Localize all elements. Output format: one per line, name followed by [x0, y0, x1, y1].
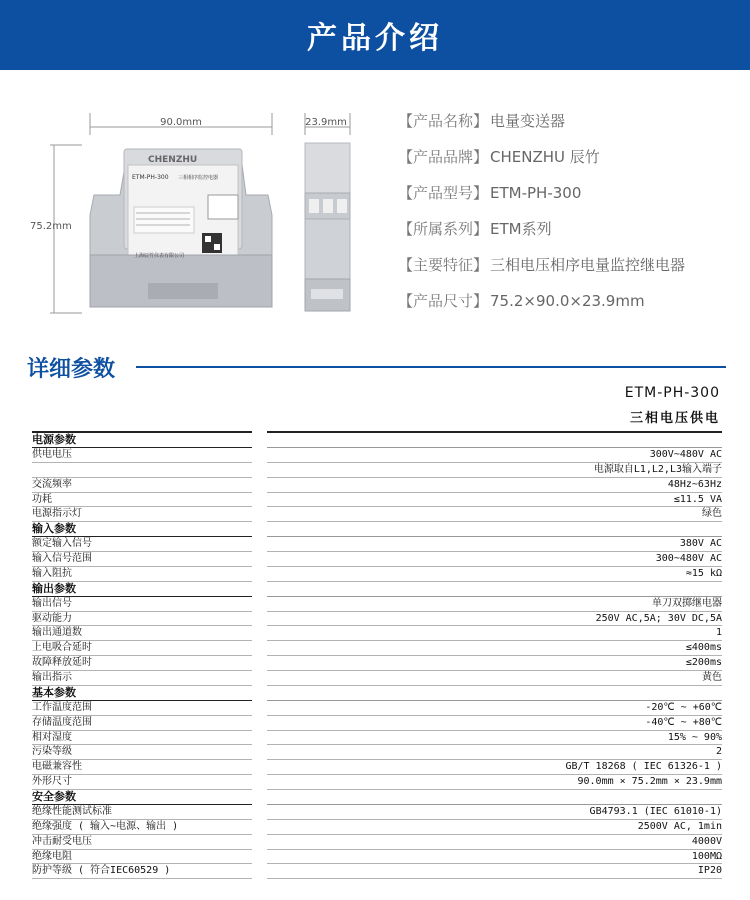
dimension-width: 90.0mm	[160, 117, 202, 128]
device-model-label: ETM-PH-300	[132, 174, 169, 181]
spec-label: 电磁兼容性	[32, 761, 82, 773]
spec-label: 输入阻抗	[32, 567, 72, 579]
spec-value: 48Hz~63Hz	[667, 478, 722, 490]
spec-value: ≤200ms	[685, 657, 722, 669]
spec-label: 输入信号范围	[32, 553, 92, 564]
product-info-list	[398, 110, 738, 326]
product-dimension-drawing	[20, 105, 365, 335]
spec-label: 电源指示灯	[32, 508, 82, 520]
spec-value: 电源取自L1,L2,L3输入端子	[593, 463, 722, 475]
spec-row	[32, 656, 722, 671]
spec-value: 黄色	[702, 672, 722, 683]
spec-row	[32, 745, 722, 760]
info-key: 【产品尺寸】	[398, 292, 489, 310]
spec-label: 污染等级	[32, 746, 72, 758]
page-header	[0, 0, 750, 70]
spec-row	[32, 493, 722, 508]
model-name: ETM-PH-300	[624, 385, 720, 401]
spec-value: GB/T 18268 ( IEC 61326-1 )	[565, 761, 722, 773]
spec-row	[32, 507, 722, 522]
info-key: 【主要特征】	[398, 256, 489, 274]
spec-value: ≈15 kΩ	[685, 567, 722, 579]
spec-value: 单刀双掷继电器	[652, 597, 722, 609]
spec-row	[32, 864, 722, 879]
info-row	[398, 290, 738, 326]
spec-row	[32, 805, 722, 820]
spec-table	[32, 433, 722, 879]
info-value: CHENZHU 辰竹	[490, 148, 600, 166]
spec-row	[32, 775, 722, 790]
spec-label: 存储温度范围	[32, 716, 92, 728]
device-side-view	[305, 143, 350, 311]
spec-value: IP20	[697, 865, 722, 877]
info-key: 【所属系列】	[398, 220, 489, 238]
spec-value: 1	[715, 627, 722, 639]
info-value: 75.2×90.0×23.9mm	[490, 292, 645, 310]
spec-label: 故障释放延时	[32, 657, 92, 669]
model-description: 三相电压供电	[629, 411, 720, 426]
spec-label: 外形尺寸	[32, 776, 72, 788]
row-rule-left	[32, 878, 252, 879]
spec-row	[32, 716, 722, 731]
spec-row	[32, 478, 722, 493]
dimension-height: 75.2mm	[30, 221, 72, 232]
spec-category-row	[32, 582, 722, 597]
spec-label: 冲击耐受电压	[32, 835, 92, 847]
info-value: ETM系列	[490, 220, 552, 238]
spec-label: 输出指示	[32, 672, 72, 683]
spec-value: 100MΩ	[691, 850, 722, 862]
spec-value: 380V AC	[679, 538, 722, 550]
dimension-depth: 23.9mm	[305, 117, 347, 128]
page-title: 产品介绍	[307, 21, 443, 56]
spec-row	[32, 463, 722, 478]
spec-value: GB4793.1 (IEC 61010-1)	[589, 805, 722, 817]
spec-row	[32, 760, 722, 775]
info-key: 【产品型号】	[398, 184, 489, 202]
spec-row	[32, 567, 722, 582]
info-value: ETM-PH-300	[490, 184, 582, 202]
section-title-details: 详细参数	[27, 357, 116, 382]
spec-row	[32, 641, 722, 656]
spec-category-row	[32, 522, 722, 537]
spec-value: 90.0mm × 75.2mm × 23.9mm	[577, 776, 722, 788]
spec-value: -20℃ ~ +60℃	[645, 701, 722, 713]
device-company: 上海辰竹仪表有限公司	[134, 253, 185, 259]
spec-value: 2	[715, 746, 722, 758]
spec-label: 输出信号	[32, 597, 72, 609]
spec-row	[32, 835, 722, 850]
spec-row	[32, 597, 722, 612]
device-logo: CHENZHU	[148, 155, 198, 165]
info-row	[398, 218, 738, 254]
spec-row	[32, 701, 722, 716]
info-row	[398, 110, 738, 146]
spec-category-label: 电源参数	[32, 433, 76, 446]
device-front-view	[90, 149, 272, 307]
spec-value: ≤400ms	[685, 642, 722, 654]
spec-category-label: 基本参数	[32, 685, 76, 699]
spec-label: 交流频率	[32, 478, 72, 490]
spec-value: 2500V AC, 1min	[637, 820, 722, 832]
spec-label: 工作温度范围	[32, 701, 92, 713]
spec-row	[32, 820, 722, 835]
spec-value: 300~480V AC	[655, 553, 722, 564]
info-row	[398, 146, 738, 182]
spec-label: 功耗	[32, 493, 52, 505]
spec-row	[32, 671, 722, 686]
device-caption: 三相相序监控电器	[178, 175, 219, 181]
info-key: 【产品品牌】	[398, 148, 489, 166]
spec-value: 绿色	[702, 508, 722, 520]
spec-label: 额定输入信号	[32, 538, 92, 550]
spec-row	[32, 626, 722, 641]
spec-label: 上电吸合延时	[32, 642, 92, 654]
info-key: 【产品名称】	[398, 112, 489, 130]
section-divider	[136, 366, 726, 368]
spec-row	[32, 731, 722, 746]
spec-category-row	[32, 790, 722, 805]
spec-label: 绝缘电阻	[32, 850, 72, 862]
spec-category-label: 输入参数	[32, 522, 76, 536]
model-header	[625, 385, 720, 426]
spec-category-label: 输出参数	[32, 581, 76, 595]
spec-label: 供电电压	[32, 448, 72, 460]
spec-category-row	[32, 686, 722, 701]
info-row	[398, 182, 738, 218]
spec-row	[32, 448, 722, 463]
spec-value: 4000V	[691, 835, 722, 847]
spec-row	[32, 552, 722, 567]
info-row	[398, 254, 738, 290]
spec-label: 绝缘强度 ( 输入~电源、输出 )	[32, 820, 179, 832]
spec-row	[32, 537, 722, 552]
spec-label: 防护等级 ( 符合IEC60529 )	[32, 865, 171, 877]
spec-value: ≤11.5 VA	[673, 493, 722, 505]
info-value: 电量变送器	[490, 112, 566, 130]
spec-value: 250V AC,5A; 30V DC,5A	[595, 612, 722, 624]
spec-value: -40℃ ~ +80℃	[645, 716, 722, 728]
spec-label: 输出通道数	[32, 627, 82, 639]
spec-row	[32, 850, 722, 865]
spec-row	[32, 612, 722, 627]
spec-label: 相对湿度	[32, 731, 72, 743]
spec-category-label: 安全参数	[32, 790, 76, 803]
row-rule-right	[267, 878, 722, 879]
spec-label: 驱动能力	[32, 612, 72, 624]
spec-category-row	[32, 433, 722, 448]
spec-label: 绝缘性能测试标准	[32, 805, 112, 817]
info-value: 三相电压相序电量监控继电器	[490, 256, 686, 274]
spec-value: 300V~480V AC	[649, 448, 722, 460]
spec-value: 15% ~ 90%	[667, 731, 722, 743]
